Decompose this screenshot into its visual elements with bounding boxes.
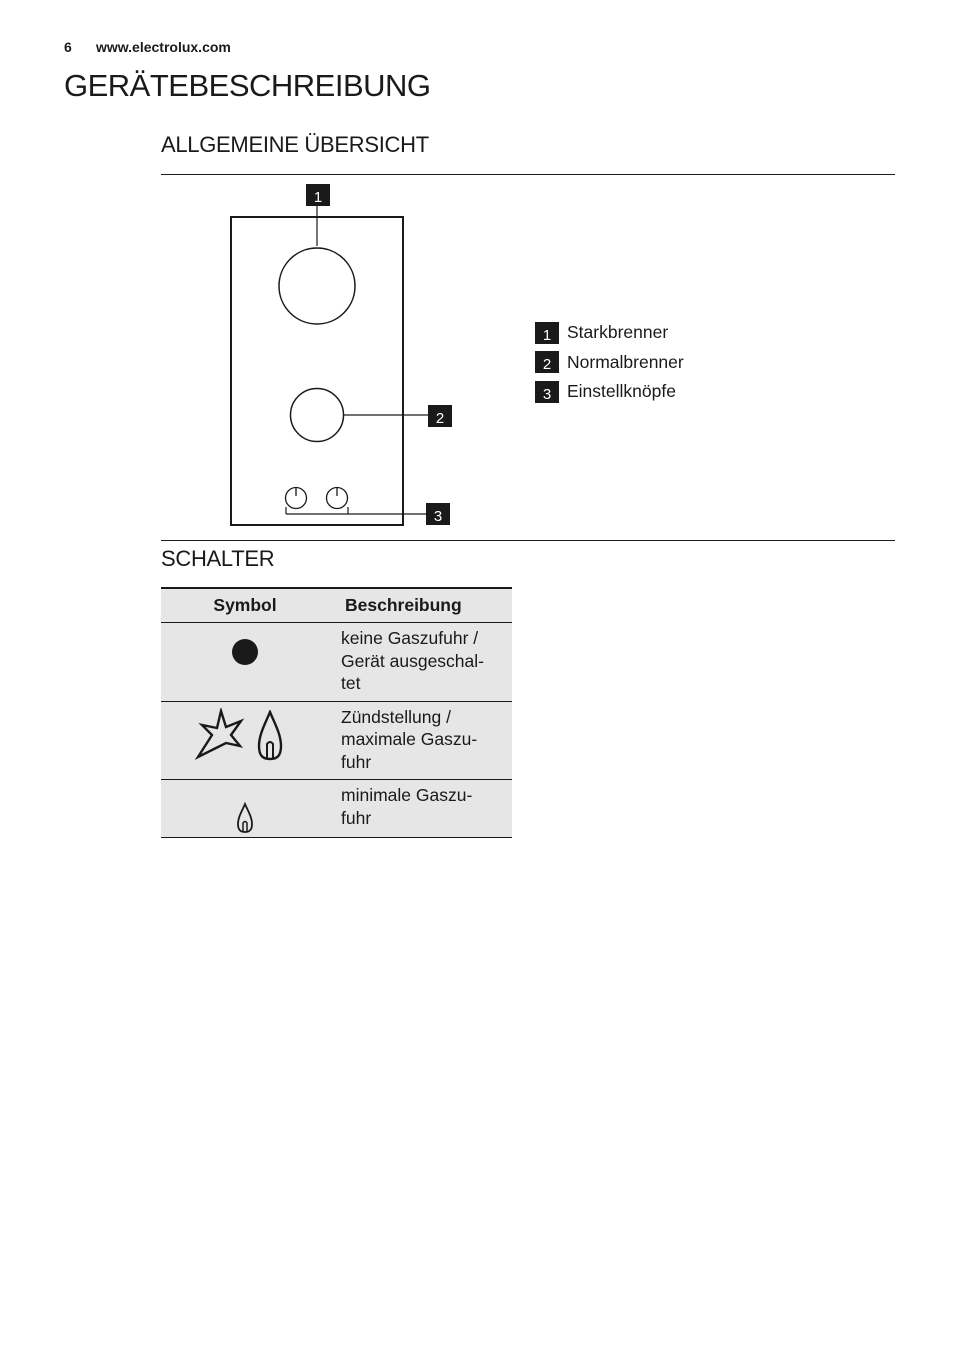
- column-header-symbol: Symbol: [213, 595, 277, 615]
- table-header-row: [161, 588, 512, 623]
- description-line: tet: [341, 673, 361, 693]
- legend-number: 3: [535, 381, 559, 403]
- legend-number: 1: [535, 322, 559, 344]
- legend-item: [535, 348, 684, 378]
- diagram-legend: [535, 318, 684, 407]
- switch-symbol-table: [161, 587, 512, 838]
- legend-label: Starkbrenner: [567, 322, 669, 343]
- symbol-cell: [161, 623, 329, 702]
- hob-outline: [231, 217, 403, 525]
- hob-diagram: [200, 180, 470, 530]
- section-divider: [161, 540, 895, 541]
- description-line: minimale Gaszu-: [341, 785, 473, 805]
- legend-label: Einstellknöpfe: [567, 381, 676, 402]
- table-row: [161, 701, 512, 780]
- table-row: [161, 780, 512, 838]
- legend-label: Normalbrenner: [567, 351, 684, 372]
- description-line: fuhr: [341, 807, 372, 828]
- symbol-cell: [161, 701, 329, 780]
- website-url: www.electrolux.com: [96, 39, 231, 55]
- filled-circle-icon: [231, 638, 259, 666]
- callout-1: 1: [306, 184, 330, 206]
- legend-item: [535, 318, 684, 348]
- section-title-switches: SCHALTER: [161, 546, 275, 571]
- description-line: Zündstellung /: [341, 706, 451, 727]
- page-number: 6: [64, 39, 72, 55]
- table-row: [161, 623, 512, 702]
- column-header-description: Beschreibung: [345, 595, 462, 615]
- section-divider: [161, 174, 895, 175]
- ignition-spark-icon: [195, 708, 245, 760]
- section-title-overview: ALLGEMEINE ÜBERSICHT: [161, 132, 429, 157]
- legend-number: 2: [535, 351, 559, 373]
- page-title: GERÄTEBESCHREIBUNG: [64, 68, 431, 103]
- semi-rapid-burner: [291, 389, 344, 442]
- small-flame-icon: [236, 802, 254, 834]
- description-line: keine Gaszufuhr /: [341, 628, 479, 648]
- description-cell: [329, 623, 512, 702]
- legend-item: [535, 377, 684, 407]
- symbol-cell: [161, 780, 329, 838]
- description-cell: [329, 701, 512, 780]
- description-line: Gerät ausgeschal-: [341, 650, 484, 671]
- callout-3: 3: [426, 503, 450, 525]
- description-line: fuhr: [341, 751, 372, 772]
- large-flame-icon: [257, 710, 283, 762]
- callout-2: 2: [428, 405, 452, 427]
- rapid-burner: [279, 248, 355, 324]
- description-cell: [329, 780, 512, 838]
- description-line: maximale Gaszu-: [341, 729, 478, 749]
